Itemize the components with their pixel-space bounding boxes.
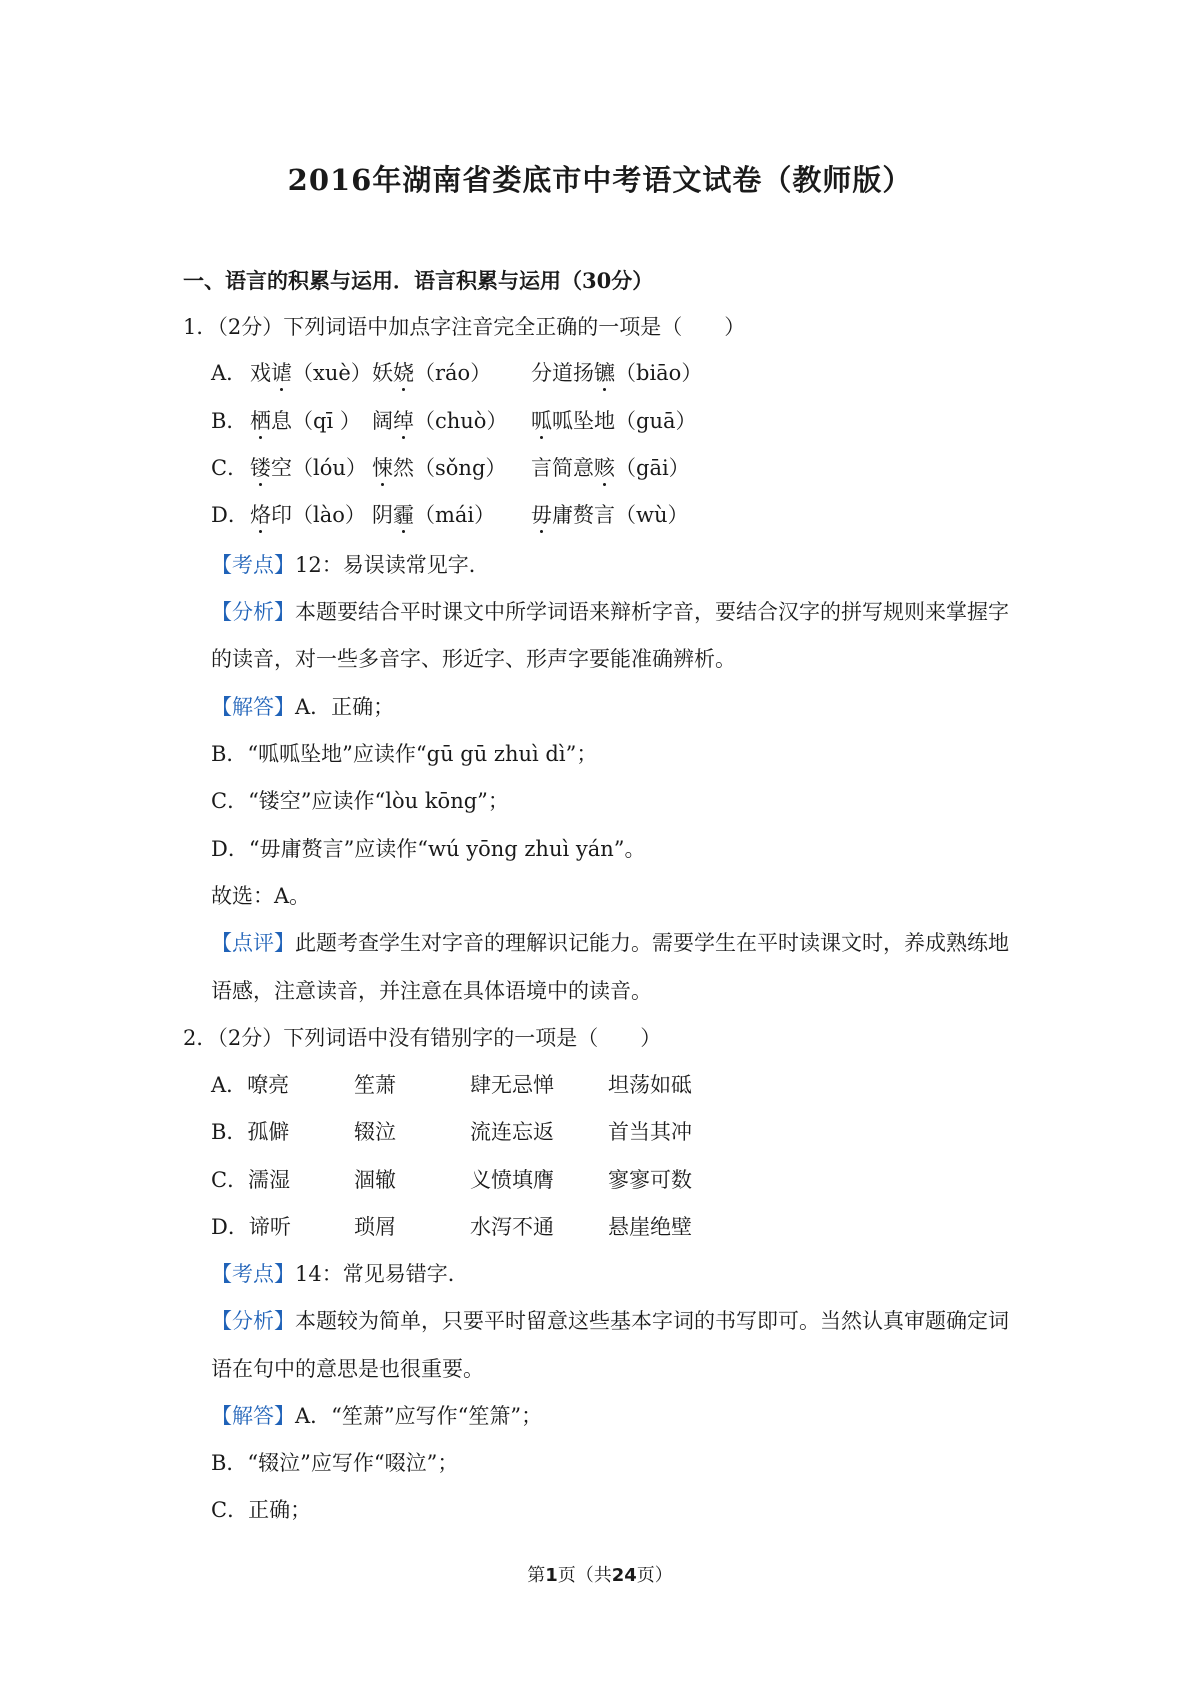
- question-2-stem: 2．（2分）下列词语中没有错别字的一项是（ ）: [183, 1026, 662, 1050]
- q1-jieda-line5: 故选：A。: [211, 884, 311, 908]
- item-pinyin: （biāo）: [615, 361, 703, 385]
- q2-option-cell: 琐屑: [354, 1215, 396, 1239]
- footer-page-number: 1: [545, 1565, 558, 1586]
- q1-option-item: [531, 411, 697, 432]
- q2-option-cell: B．孤僻: [211, 1120, 290, 1144]
- jieda-tag: 【解答】: [211, 695, 295, 719]
- footer-post: 页）: [636, 1565, 673, 1586]
- jieda-text: A．正确；: [295, 695, 395, 719]
- item-pinyin: （ráo）: [414, 361, 492, 385]
- q1-dianping-line2: 语感，注意读音，并注意在具体语境中的读音。: [211, 979, 652, 1003]
- q1-jieda-line2: B．“呱呱坠地”应读作“gū gū zhuì dì”；: [211, 742, 598, 766]
- q2-option-cell: D．谛听: [211, 1215, 291, 1239]
- q2-option-cell: A．嘹亮: [211, 1073, 290, 1097]
- item-pinyin: （mái）: [414, 503, 496, 527]
- q2-option-cell: 辍泣: [354, 1120, 396, 1144]
- item-pinyin: 然（sǒng）: [393, 456, 507, 480]
- q2-option-cell: C．濡湿: [211, 1168, 291, 1192]
- q1-option-item: [250, 505, 366, 526]
- dotted-character: 呱: [531, 409, 552, 433]
- item-text: 阔: [372, 409, 393, 433]
- item-text: 戏: [250, 361, 271, 385]
- jieda-tag: 【解答】: [211, 1404, 295, 1428]
- q1-option-label: C．: [211, 456, 249, 480]
- kaodian-text: 12：易误读常见字．: [295, 553, 490, 577]
- q2-option-cell: 流连忘返: [470, 1120, 554, 1144]
- jieda-text: A．“笙萧”应写作“笙箫”；: [295, 1404, 543, 1428]
- q1-fenxi-line1: [211, 602, 1009, 623]
- q1-fenxi-line2: 的读音，对一些多音字、形近字、形声字要能准确辨析。: [211, 647, 736, 671]
- footer-total-pages: 24: [611, 1565, 637, 1586]
- q2-fenxi-line1: [211, 1311, 1009, 1332]
- item-pinyin: （xuè）: [292, 361, 372, 385]
- q1-option-item: [372, 505, 495, 526]
- kaodian-tag: 【考点】: [211, 1262, 295, 1286]
- q2-option-cell: 涸辙: [354, 1168, 396, 1192]
- item-text: 妖: [372, 361, 393, 385]
- item-text: 言简意: [531, 456, 594, 480]
- dotted-character: 娆: [393, 361, 414, 385]
- q1-option-item: [372, 458, 506, 479]
- q1-jieda-line4: D．“毋庸赘言”应读作“wú yōng zhuì yán”。: [211, 837, 646, 861]
- q2-option-cell: 笙萧: [354, 1073, 396, 1097]
- dotted-character: 赅: [594, 456, 615, 480]
- q1-jieda-line3: C．“镂空”应读作“lòu kōng”；: [211, 789, 509, 813]
- footer-pre: 第: [527, 1565, 546, 1586]
- dotted-character: 烙: [250, 503, 271, 527]
- q2-jieda-line2: B．“辍泣”应写作“啜泣”；: [211, 1451, 459, 1475]
- dianping-tag: 【点评】: [211, 931, 295, 955]
- fenxi-tag: 【分析】: [211, 600, 295, 624]
- q1-option-item: [531, 505, 689, 526]
- q2-option-cell: 坦荡如砥: [608, 1073, 692, 1097]
- footer-mid: 页（共: [557, 1565, 612, 1586]
- q1-dianping-line1: [211, 933, 1009, 954]
- q2-option-cell: 悬崖绝壁: [608, 1215, 692, 1239]
- q1-option-item: [531, 363, 702, 384]
- q2-option-cell: 寥寥可数: [608, 1168, 692, 1192]
- dianping-text: 此题考查学生对字音的理解识记能力。需要学生在平时读课文时，养成熟练地: [295, 931, 1009, 955]
- item-pinyin: 呱坠地（guā）: [552, 409, 697, 433]
- q2-option-cell: 义愤填膺: [470, 1168, 554, 1192]
- kaodian-text: 14：常见易错字．: [295, 1262, 469, 1286]
- q1-option-label: A．: [211, 361, 248, 385]
- page-title: 2016年湖南省娄底市中考语文试卷（教师版）: [287, 163, 913, 197]
- q2-fenxi-line2: 语在句中的意思是也很重要。: [211, 1357, 484, 1381]
- dotted-character: 镂: [250, 456, 271, 480]
- item-text: 阴: [372, 503, 393, 527]
- q1-option-item: [372, 363, 491, 384]
- dotted-character: 毋: [531, 503, 552, 527]
- q2-jieda-line1: [211, 1406, 542, 1427]
- q1-option-item: [531, 458, 690, 479]
- q1-option-item: [250, 363, 372, 384]
- dotted-character: 镳: [594, 361, 615, 385]
- dotted-character: 栖: [250, 409, 271, 433]
- q1-option-label: B．: [211, 409, 248, 433]
- dotted-character: 霾: [393, 503, 414, 527]
- kaodian-tag: 【考点】: [211, 553, 295, 577]
- q2-jieda-line3: C．正确；: [211, 1498, 312, 1522]
- q1-option-item: [250, 411, 361, 432]
- q1-option-label: D．: [211, 503, 249, 527]
- page-footer: [0, 1561, 1200, 1587]
- item-pinyin: （gāi）: [615, 456, 690, 480]
- q2-option-cell: 水泻不通: [470, 1215, 554, 1239]
- q1-option-item: [250, 458, 367, 479]
- item-pinyin: 息（qī ）: [271, 409, 361, 433]
- fenxi-text: 本题要结合平时课文中所学词语来辩析字音，要结合汉字的拼写规则来掌握字: [295, 600, 1009, 624]
- fenxi-text: 本题较为简单，只要平时留意这些基本字词的书写即可。当然认真审题确定词: [295, 1309, 1009, 1333]
- section-heading: 一、语言的积累与运用．语言积累与运用（30分）: [183, 268, 654, 293]
- q2-option-cell: 首当其冲: [608, 1120, 692, 1144]
- item-pinyin: 印（lào）: [271, 503, 366, 527]
- q2-kaodian: [211, 1264, 469, 1285]
- item-pinyin: 庸赘言（wù）: [552, 503, 689, 527]
- item-pinyin: 空（lóu）: [271, 456, 367, 480]
- dotted-character: 谑: [271, 361, 292, 385]
- dotted-character: 悚: [372, 456, 393, 480]
- q2-option-cell: 肆无忌惮: [470, 1073, 554, 1097]
- q1-kaodian: [211, 555, 490, 576]
- item-pinyin: （chuò）: [414, 409, 508, 433]
- fenxi-tag: 【分析】: [211, 1309, 295, 1333]
- dotted-character: 绰: [393, 409, 414, 433]
- q1-jieda-line1: [211, 697, 394, 718]
- item-text: 分道扬: [531, 361, 594, 385]
- question-1-stem: 1．（2分）下列词语中加点字注音完全正确的一项是（ ）: [183, 315, 746, 339]
- q1-option-item: [372, 411, 507, 432]
